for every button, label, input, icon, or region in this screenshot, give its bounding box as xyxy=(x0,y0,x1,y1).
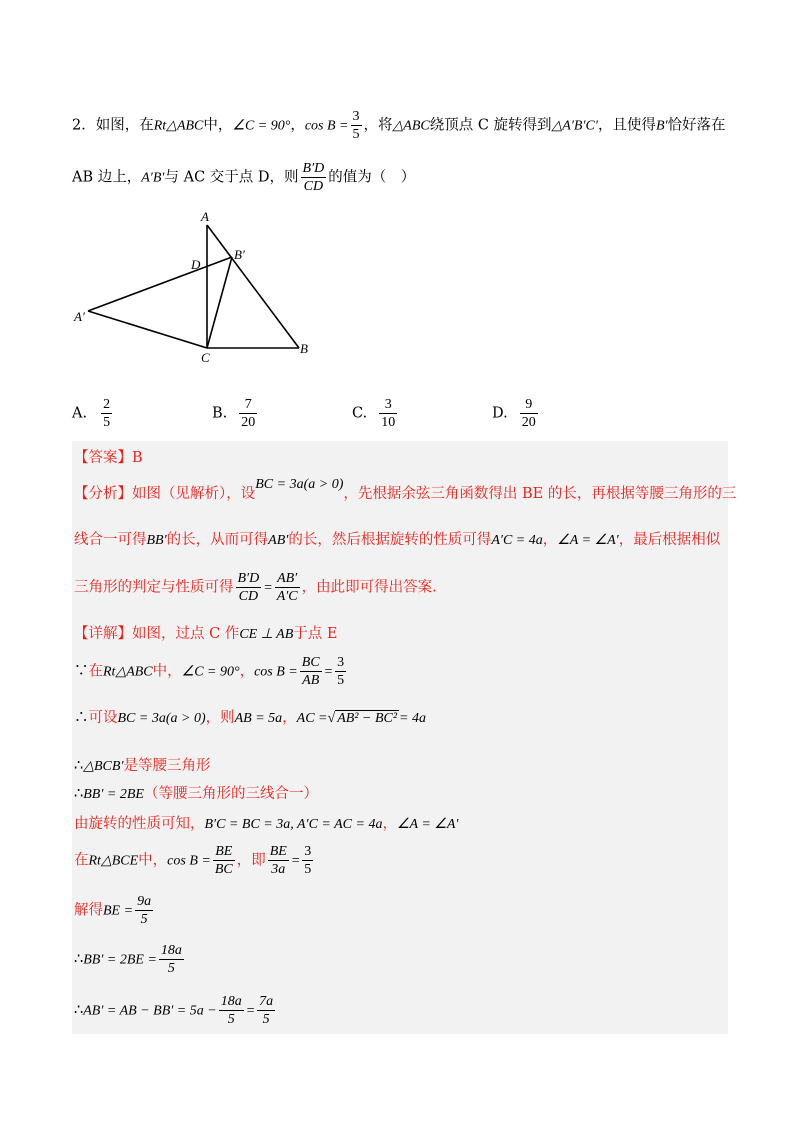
ab-prime: A′B′ xyxy=(141,170,165,186)
b-prime: B′ xyxy=(655,118,668,134)
option-c[interactable]: C. $\frac{3}{10}$ xyxy=(352,397,396,430)
detail-step-3: ∴△BCB′是等腰三角形 xyxy=(74,758,211,774)
cos-b-label: cos B = xyxy=(304,118,349,134)
label-c: C xyxy=(201,350,210,365)
option-a[interactable]: A. $\frac{2}{5}$ xyxy=(72,397,111,430)
rt-triangle-abc: Rt△ABC xyxy=(153,118,204,134)
detail-head: 【详解】如图，过点 C 作CE ⊥ AB于点 E xyxy=(74,626,338,642)
angle-c: ∠C = 90° xyxy=(232,118,291,134)
ratio-fraction: $\frac{B'D}{CD}$ xyxy=(302,161,325,194)
detail-step-9: ∴AB′ = AB − BB′ = 5a − $\frac{18a}{5}$ = $\frac{7a}{5}$ xyxy=(74,994,274,1027)
detail-step-1: ∵在Rt△ABC中，∠C = 90°，cos B = $\frac{BC}{AB}$ = $\frac{3}{5}$ xyxy=(74,655,345,688)
label-d: D xyxy=(191,257,201,272)
segment-a-prime-c xyxy=(88,311,207,348)
question-line-2: AB 边上，A′B′与 AC 交于点 D，则 $\frac{B'D}{CD}$ 的值为（ ） xyxy=(72,161,416,194)
question-number: 2． xyxy=(72,117,96,134)
detail-step-4: ∴BB′ = 2BE（等腰三角形的三线合一） xyxy=(74,786,318,802)
triangle-abc: △ABC xyxy=(392,118,430,134)
label-b-prime: B′ xyxy=(234,247,245,262)
cos-b-fraction: $\frac{3}{5}$ xyxy=(352,109,360,142)
geometry-figure xyxy=(70,207,330,367)
option-b[interactable]: B. $\frac{7}{20}$ xyxy=(212,397,256,430)
detail-step-6: 在Rt△BCE中，cos B = $\frac{BE}{BC}$ ，即 $\frac{BE}{3a}$ = $\frac{3}{5}$ xyxy=(74,844,312,877)
segment-c-b-prime xyxy=(207,257,232,348)
detail-step-5: 由旋转的性质可知，B′C = BC = 3a, A′C = AC = 4a，∠A = ∠A′ xyxy=(74,816,459,832)
label-a-prime: A′ xyxy=(74,309,85,324)
option-d[interactable]: D. $\frac{9}{20}$ xyxy=(492,397,536,430)
question-line-1: 2．如图，在Rt△ABC中，∠C = 90°，cos B = $\frac{3}{5}$ ，将△ABC绕顶点 C 旋转得到△A′B′C′，且使得B′恰好落在 xyxy=(72,109,726,142)
triangle-prime: △A′B′C′ xyxy=(551,118,598,134)
answer-label: 【答案】B xyxy=(74,450,143,466)
detail-step-8: ∴BB′ = 2BE = $\frac{18a}{5}$ xyxy=(74,943,182,976)
analysis-line-3: 三角形的判定与性质可得 $\frac{B'D}{CD}$ = $\frac{AB'}{A'C}$ ，由此即可得出答案. xyxy=(74,571,437,604)
segment-ab xyxy=(207,225,299,348)
analysis-line-2: 线合一可得BB′的长，从而可得AB′的长，然后根据旋转的性质可得A′C = 4a，∠A = ∠A′，最后根据相似 xyxy=(74,532,721,548)
label-a: A xyxy=(201,209,209,224)
analysis-line-1: 【分析】如图（见解析），设BC = 3a(a > 0)，先根据余弦三角函数得出 BE 的长，再根据等腰三角形的三 xyxy=(74,477,737,502)
detail-step-2: ∴可设BC = 3a(a > 0)，则AB = 5a，AC =√ AB² − BC² = 4a xyxy=(74,710,426,726)
detail-step-7: 解得BE = $\frac{9a}{5}$ xyxy=(74,894,152,927)
label-b: B xyxy=(300,341,308,356)
segment-a-prime-b-prime xyxy=(88,257,232,311)
